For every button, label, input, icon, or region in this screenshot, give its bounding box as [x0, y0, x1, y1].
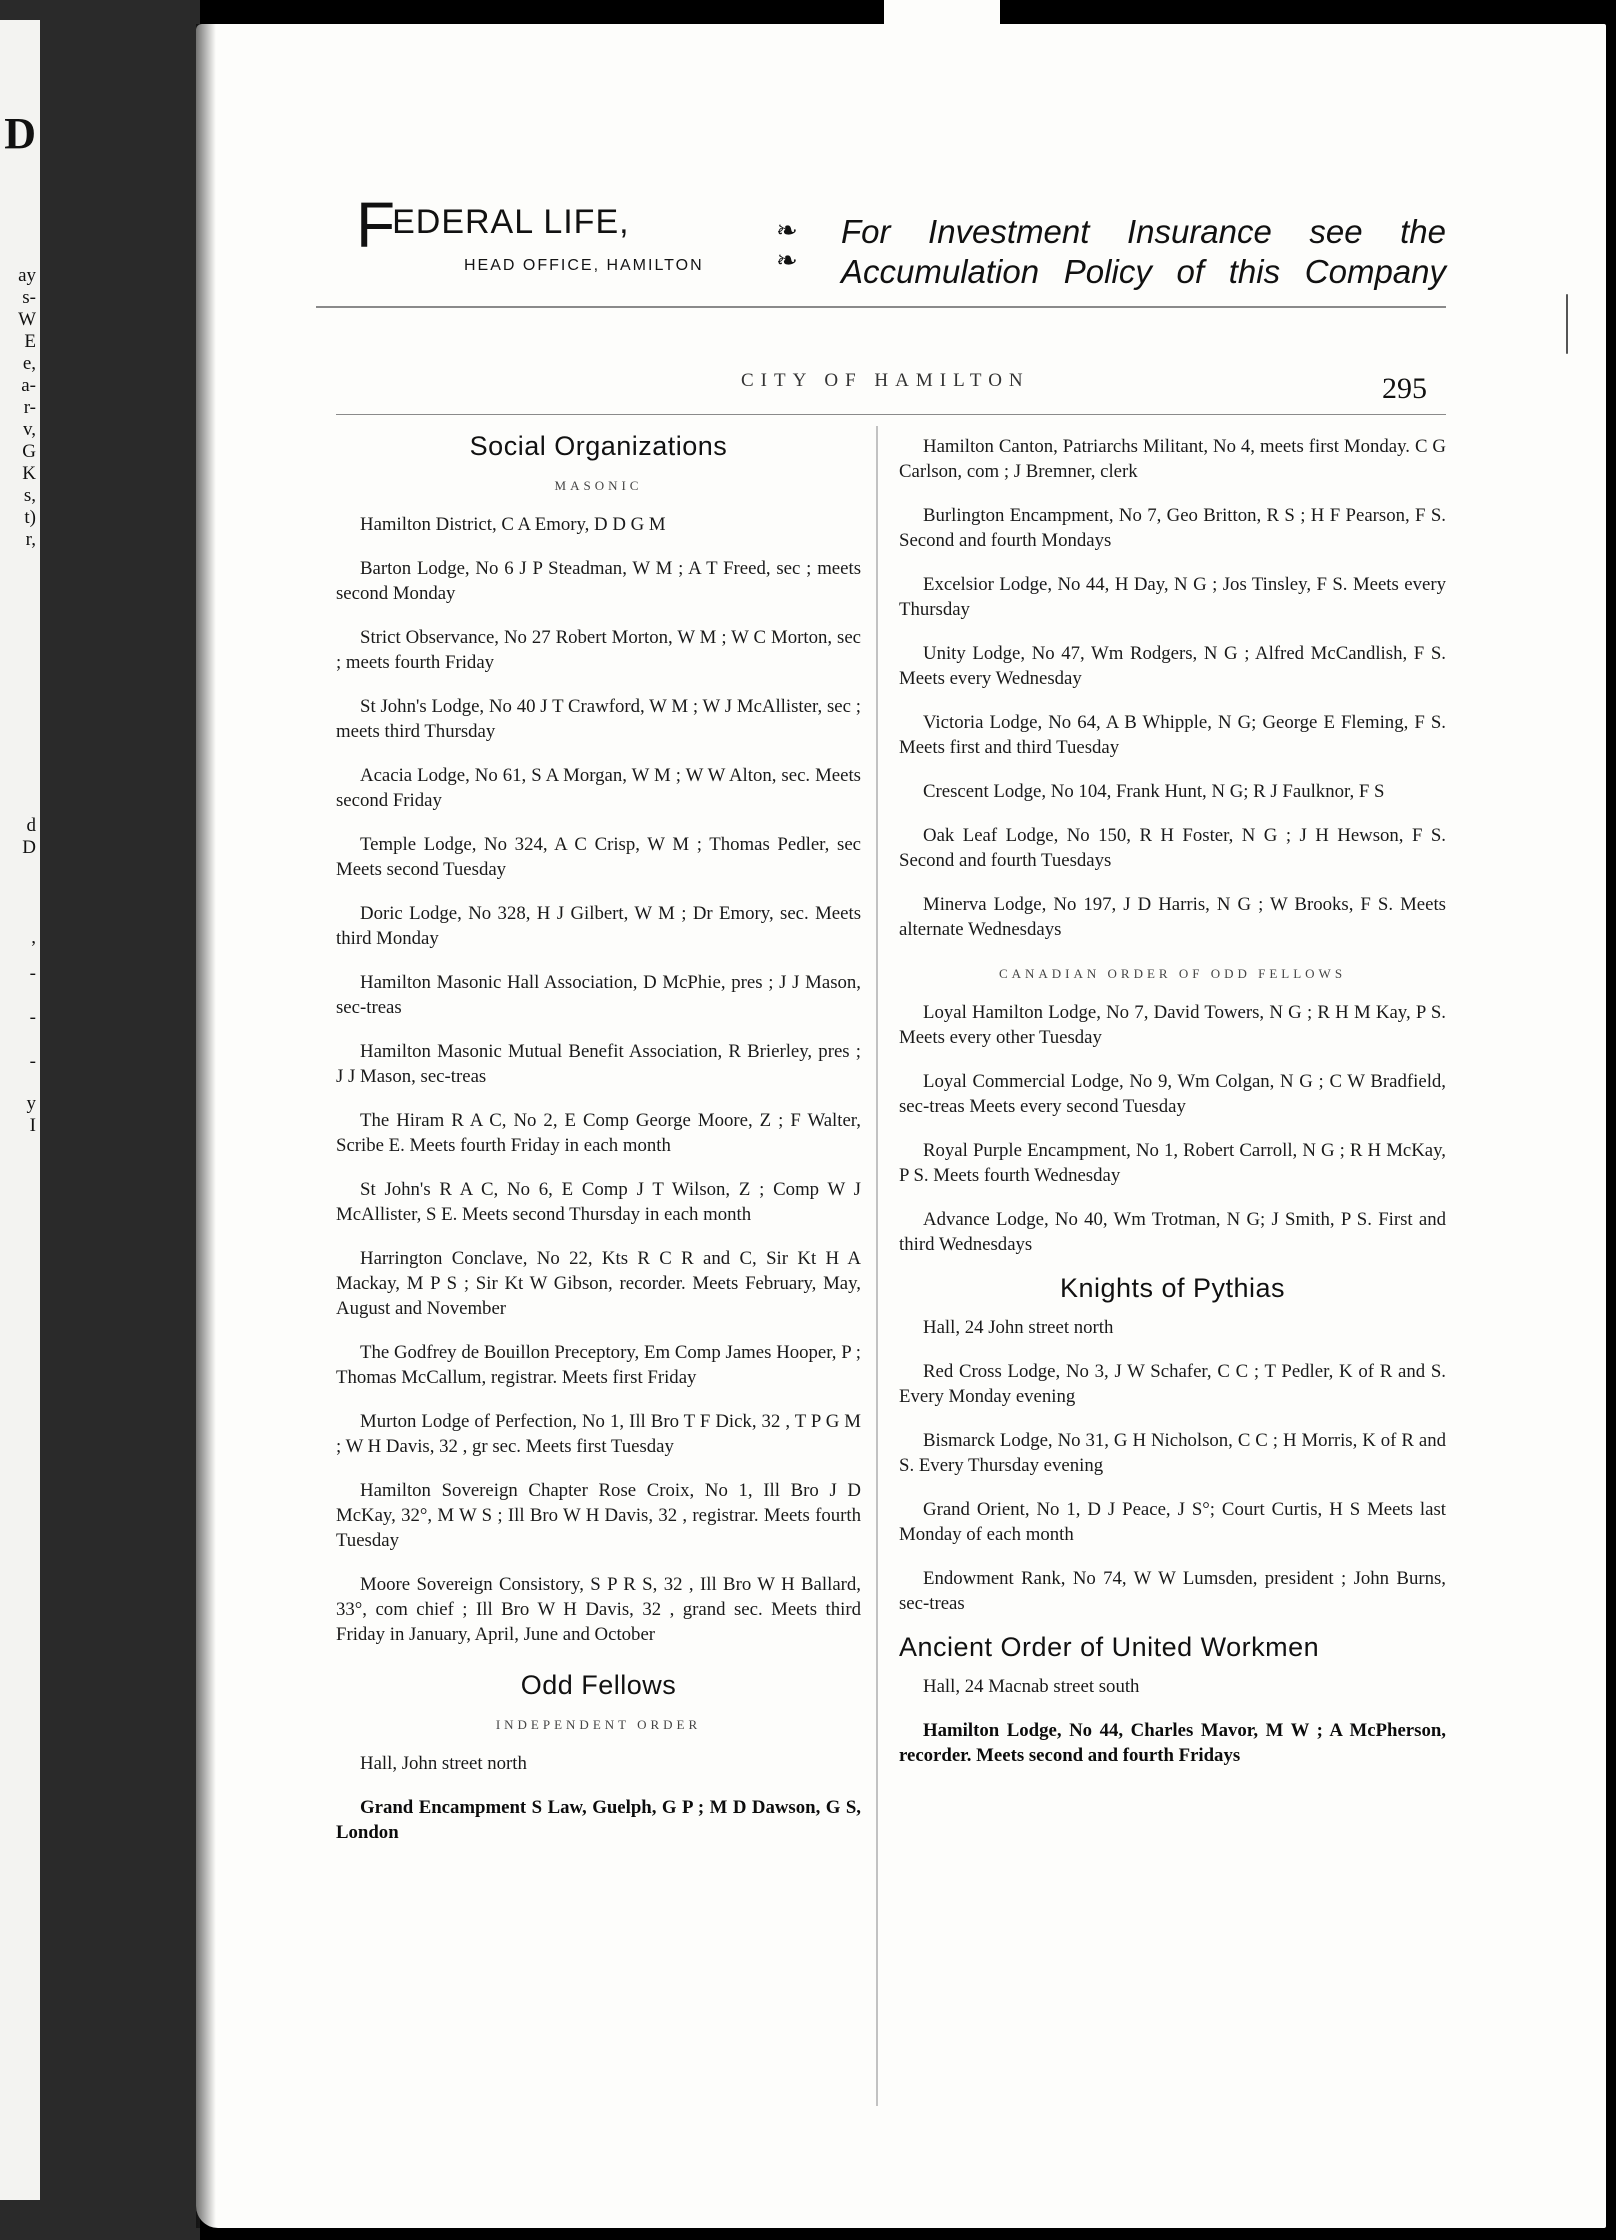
- section-title-social: Social Organizations: [469, 431, 728, 461]
- pythias-list: [899, 1315, 1446, 1616]
- directory-entry: Victoria Lodge, No 64, A B Whipple, N G; George E Fleming, F S. Meets first and third Tuesday: [899, 712, 1446, 758]
- directory-entry: Loyal Commercial Lodge, No 9, Wm Colgan, N G ; C W Bradfield, sec-treas Meets every second Tuesday: [899, 1071, 1446, 1117]
- iof-list: [899, 434, 1446, 942]
- directory-entry: Hamilton Sovereign Chapter Rose Croix, No 1, Ill Bro J D McKay, 32°, M W S ; Ill Bro W H Davis, 32 , registrar. Meets fourth Tuesday: [336, 1480, 861, 1551]
- previous-page-fragment: D: [22, 837, 36, 858]
- directory-entry: Red Cross Lodge, No 3, J W Schafer, C C ; T Pedler, K of R and S. Every Monday evening: [899, 1361, 1446, 1407]
- directory-entry: Burlington Encampment, No 7, Geo Britton, R S ; H F Pearson, F S. Second and fourth Mondays: [899, 505, 1446, 551]
- canadian-list: [899, 1000, 1446, 1257]
- gutter-shadow: [196, 24, 216, 2228]
- previous-page-fragment: W: [18, 309, 36, 330]
- directory-entry: Royal Purple Encampment, No 1, Robert Carroll, N G ; R H McKay, P S. Meets fourth Wednesday: [899, 1140, 1446, 1186]
- head-office-line: HEAD OFFICE, HAMILTON: [464, 257, 704, 275]
- section-title-pythias: Knights of Pythias: [1059, 1273, 1286, 1303]
- directory-entry: Unity Lodge, No 47, Wm Rodgers, N G ; Alfred McCandlish, F S. Meets every Wednesday: [899, 643, 1446, 689]
- masonic-list: [336, 512, 861, 1647]
- section-title-workmen: Ancient Order of United Workmen: [899, 1632, 1320, 1662]
- brand-initial: F: [356, 189, 397, 261]
- directory-entry: Grand Encampment S Law, Guelph, G P ; M D Dawson, G S, London: [336, 1797, 861, 1843]
- directory-entry: Minerva Lodge, No 197, J D Harris, N G ; W Brooks, F S. Meets alternate Wednesdays: [899, 894, 1446, 940]
- directory-entry: Excelsior Lodge, No 44, H Day, N G ; Jos Tinsley, F S. Meets every Thursday: [899, 574, 1446, 620]
- previous-page-fragment: a-: [21, 375, 36, 396]
- previous-page-fragment: v,: [22, 419, 36, 440]
- previous-page-fragment: ,: [31, 927, 36, 948]
- directory-entry: Murton Lodge of Perfection, No 1, Ill Bro T F Dick, 32 , T P G M ; W H Davis, 32 , gr sec. Meets first Tuesday: [336, 1411, 861, 1457]
- previous-page-fragment: -: [29, 1007, 36, 1028]
- brand-name: [356, 189, 746, 261]
- directory-entry: Hamilton District, C A Emory, D D G M: [360, 514, 666, 535]
- previous-page-fragment: e,: [22, 353, 36, 374]
- previous-page-fragment: K: [22, 463, 36, 484]
- left-column: [336, 431, 861, 1864]
- directory-entry: Grand Orient, No 1, D J Peace, J S°; Court Curtis, H S Meets last Monday of each month: [899, 1499, 1446, 1545]
- directory-entry: Barton Lodge, No 6 J P Steadman, W M ; A T Freed, sec ; meets second Monday: [336, 558, 861, 604]
- directory-entry: Hamilton Lodge, No 44, Charles Mavor, M W ; A McPherson, recorder. Meets second and fourth Fridays: [899, 1720, 1446, 1766]
- page-top-tab: [884, 0, 1000, 24]
- book-page: [196, 24, 1606, 2228]
- directory-entry: Acacia Lodge, No 61, S A Morgan, W M ; W W Alton, sec. Meets second Friday: [336, 765, 861, 811]
- directory-entry: Hall, 24 John street north: [923, 1317, 1114, 1338]
- previous-page-fragment: r-: [23, 397, 36, 418]
- subheading-masonic: MASONIC: [554, 478, 643, 493]
- previous-page-fragment: D: [4, 109, 36, 158]
- directory-entry: Hamilton Masonic Mutual Benefit Association, R Brierley, pres ; J J Mason, sec-treas: [336, 1041, 861, 1087]
- directory-entry: Doric Lodge, No 328, H J Gilbert, W M ; Dr Emory, sec. Meets third Monday: [336, 903, 861, 949]
- directory-entry: Crescent Lodge, No 104, Frank Hunt, N G; R J Faulknor, F S: [923, 781, 1385, 802]
- previous-page-fragment: G: [22, 441, 36, 462]
- directory-entry: St John's R A C, No 6, E Comp J T Wilson, Z ; Comp W J McAllister, S E. Meets second Thursday in each month: [336, 1179, 861, 1225]
- workmen-list: [899, 1674, 1446, 1768]
- margin-pencil-mark: [1566, 294, 1568, 354]
- previous-page-fragment: I: [29, 1115, 36, 1136]
- previous-page-fragment: E: [24, 331, 36, 352]
- running-head: CITY OF HAMILTON: [741, 370, 1030, 391]
- directory-entry: Strict Observance, No 27 Robert Morton, W M ; W C Morton, sec ; meets fourth Friday: [336, 627, 861, 673]
- section-title-odd-fellows: Odd Fellows: [520, 1670, 677, 1700]
- previous-page-fragment: t): [24, 507, 36, 528]
- header-rule: [316, 306, 1446, 308]
- previous-page-fragment: s,: [23, 485, 36, 506]
- previous-page-fragment: -: [29, 963, 36, 984]
- directory-entry: Endowment Rank, No 74, W W Lumsden, president ; John Burns, sec-treas: [899, 1568, 1446, 1614]
- directory-entry: Loyal Hamilton Lodge, No 7, David Towers, N G ; R H M Kay, P S. Meets every other Tuesday: [899, 1002, 1446, 1048]
- odd-fellows-list: [336, 1751, 861, 1845]
- directory-entry: The Hiram R A C, No 2, E Comp George Moore, Z ; F Walter, Scribe E. Meets fourth Friday in each month: [336, 1110, 861, 1156]
- right-column: [899, 434, 1446, 1787]
- column-divider: [876, 426, 878, 2106]
- insurance-advert: [841, 212, 1446, 292]
- directory-entry: Oak Leaf Lodge, No 150, R H Foster, N G ; J H Hewson, F S. Second and fourth Tuesdays: [899, 825, 1446, 871]
- brand-rest: EDERAL LIFE,: [392, 203, 630, 241]
- directory-entry: Hall, 24 Macnab street south: [923, 1676, 1140, 1697]
- directory-entry: Temple Lodge, No 324, A C Crisp, W M ; Thomas Pedler, sec Meets second Tuesday: [336, 834, 861, 880]
- directory-entry: Hamilton Masonic Hall Association, D McPhie, pres ; J J Mason, sec-treas: [336, 972, 861, 1018]
- directory-entry: Hall, John street north: [360, 1753, 527, 1774]
- previous-page-edge: [0, 20, 40, 2200]
- directory-entry: Bismarck Lodge, No 31, G H Nicholson, C C ; H Morris, K of R and S. Every Thursday evening: [899, 1430, 1446, 1476]
- advert-line-2: Accumulation Policy of this Company: [841, 253, 1446, 290]
- directory-entry: Harrington Conclave, No 22, Kts R C R and C, Sir Kt H A Mackay, M P S ; Sir Kt W Gibson, recorder. Meets February, May, August and November: [336, 1248, 861, 1319]
- directory-entry: The Godfrey de Bouillon Preceptory, Em Comp James Hooper, P ; Thomas McCallum, registrar. Meets first Friday: [336, 1342, 861, 1388]
- directory-entry: Hamilton Canton, Patriarchs Militant, No 4, meets first Monday. C G Carlson, com ; J Bremner, clerk: [899, 436, 1446, 482]
- running-head-rule: [336, 414, 1446, 415]
- directory-entry: Moore Sovereign Consistory, S P R S, 32 , Ill Bro W H Ballard, 33°, com chief ; Ill Bro W H Davis, 32 , grand sec. Meets third Friday in January, April, June and October: [336, 1574, 861, 1645]
- page-number: 295: [1382, 372, 1427, 405]
- previous-page-fragment: r,: [25, 529, 36, 550]
- ornament-icon: ❧ ❧: [776, 216, 798, 275]
- subheading-canadian-order: CANADIAN ORDER OF ODD FELLOWS: [998, 966, 1347, 981]
- previous-page-fragment: y: [26, 1093, 36, 1114]
- directory-entry: Advance Lodge, No 40, Wm Trotman, N G; J Smith, P S. First and third Wednesdays: [899, 1209, 1446, 1255]
- previous-page-fragment: ay: [18, 265, 36, 286]
- federal-life-brand: [356, 189, 746, 275]
- subheading-independent-order: INDEPENDENT ORDER: [495, 1717, 702, 1732]
- directory-entry: St John's Lodge, No 40 J T Crawford, W M ; W J McAllister, sec ; meets third Thursday: [336, 696, 861, 742]
- advert-line-1: For Investment Insurance see the: [841, 213, 1446, 250]
- previous-page-fragment: d: [26, 815, 36, 836]
- previous-page-fragment: -: [29, 1051, 36, 1072]
- previous-page-fragment: s-: [22, 287, 36, 308]
